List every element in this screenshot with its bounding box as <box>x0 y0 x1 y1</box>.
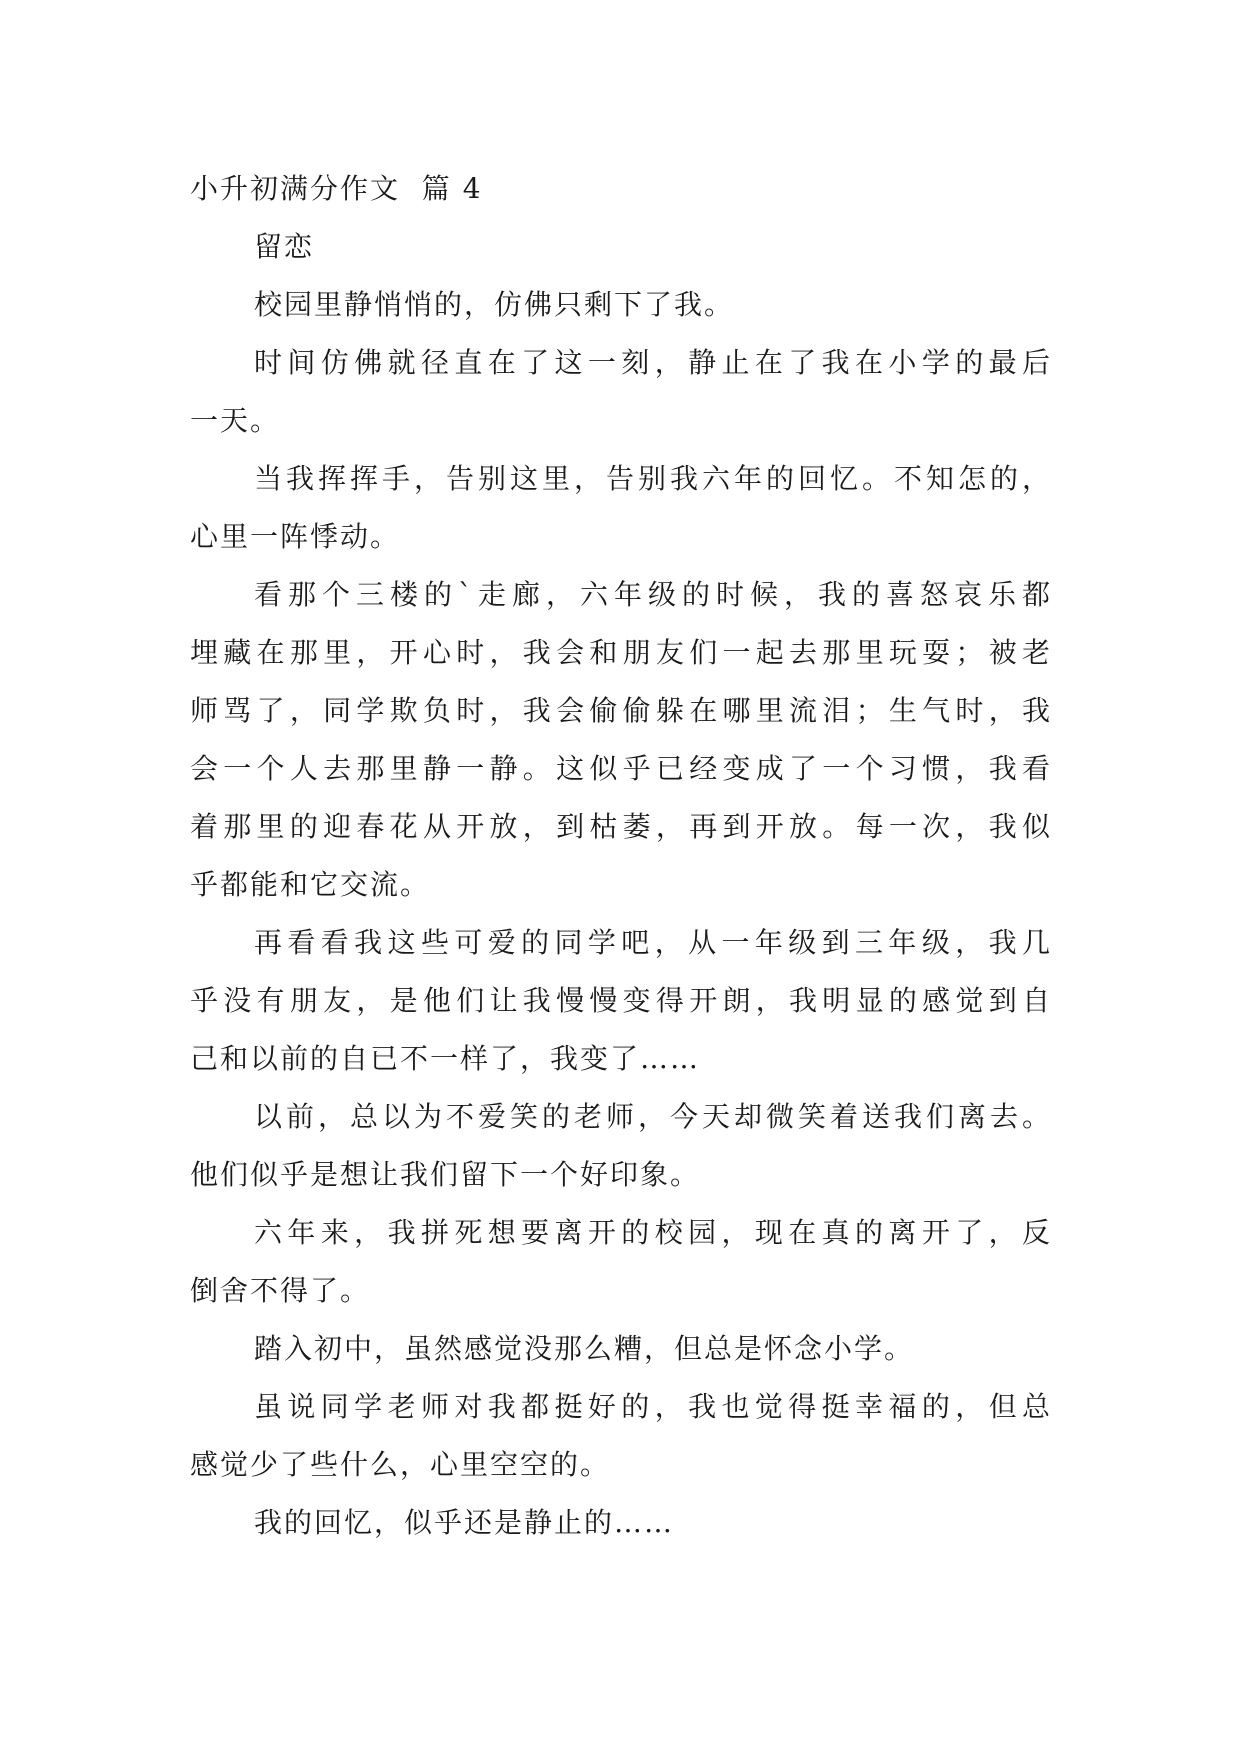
text-line: 当我挥挥手，告别这里，告别我六年的回忆。不知怎的， <box>254 462 1052 495</box>
text-line: 虽说同学老师对我都挺好的，我也觉得挺幸福的，但总 <box>254 1390 1052 1423</box>
text-line: 师骂了，同学欺负时，我会偷偷躲在哪里流泪；生气时，我 <box>190 694 1052 727</box>
text-line: 一天。 <box>190 404 281 437</box>
text-line: 心里一阵悸动。 <box>190 520 401 553</box>
text-line: 六年来，我拼死想要离开的校园，现在真的离开了，反 <box>254 1216 1052 1249</box>
text-line: 再看看我这些可爱的同学吧，从一年级到三年级，我几 <box>254 926 1052 959</box>
text-line: 会一个人去那里静一静。这似乎已经变成了一个习惯，我看 <box>190 752 1052 785</box>
text-line: 埋藏在那里，开心时，我会和朋友们一起去那里玩耍；被老 <box>190 636 1052 669</box>
text-line: 时间仿佛就径直在了这一刻，静止在了我在小学的最后 <box>254 346 1052 379</box>
text-line: 看那个三楼的`走廊，六年级的时候，我的喜怒哀乐都 <box>254 578 1052 611</box>
text-line: 乎都能和它交流。 <box>190 868 431 901</box>
document-heading: 小升初满分作文 篇 4 <box>190 172 483 205</box>
text-line: 留恋 <box>254 230 315 263</box>
text-line: 着那里的迎春花从开放，到枯萎，再到开放。每一次，我似 <box>190 810 1052 843</box>
text-line: 倒舍不得了。 <box>190 1274 371 1307</box>
document-body <box>190 160 1052 1552</box>
text-line: 踏入初中，虽然感觉没那么糟，但总是怀念小学。 <box>254 1332 915 1365</box>
text-line: 己和以前的自已不一样了，我变了…… <box>190 1042 701 1075</box>
text-line: 感觉少了些什么，心里空空的。 <box>190 1448 611 1481</box>
paragraph-lines <box>190 218 1052 1552</box>
text-line: 他们似乎是想让我们留下一个好印象。 <box>190 1158 701 1191</box>
text-line: 校园里静悄悄的，仿佛只剩下了我。 <box>254 288 735 321</box>
text-line: 我的回忆，似乎还是静止的…… <box>254 1506 675 1539</box>
text-line: 以前，总以为不爱笑的老师，今天却微笑着送我们离去。 <box>254 1100 1052 1133</box>
text-line: 乎没有朋友，是他们让我慢慢变得开朗，我明显的感觉到自 <box>190 984 1052 1017</box>
